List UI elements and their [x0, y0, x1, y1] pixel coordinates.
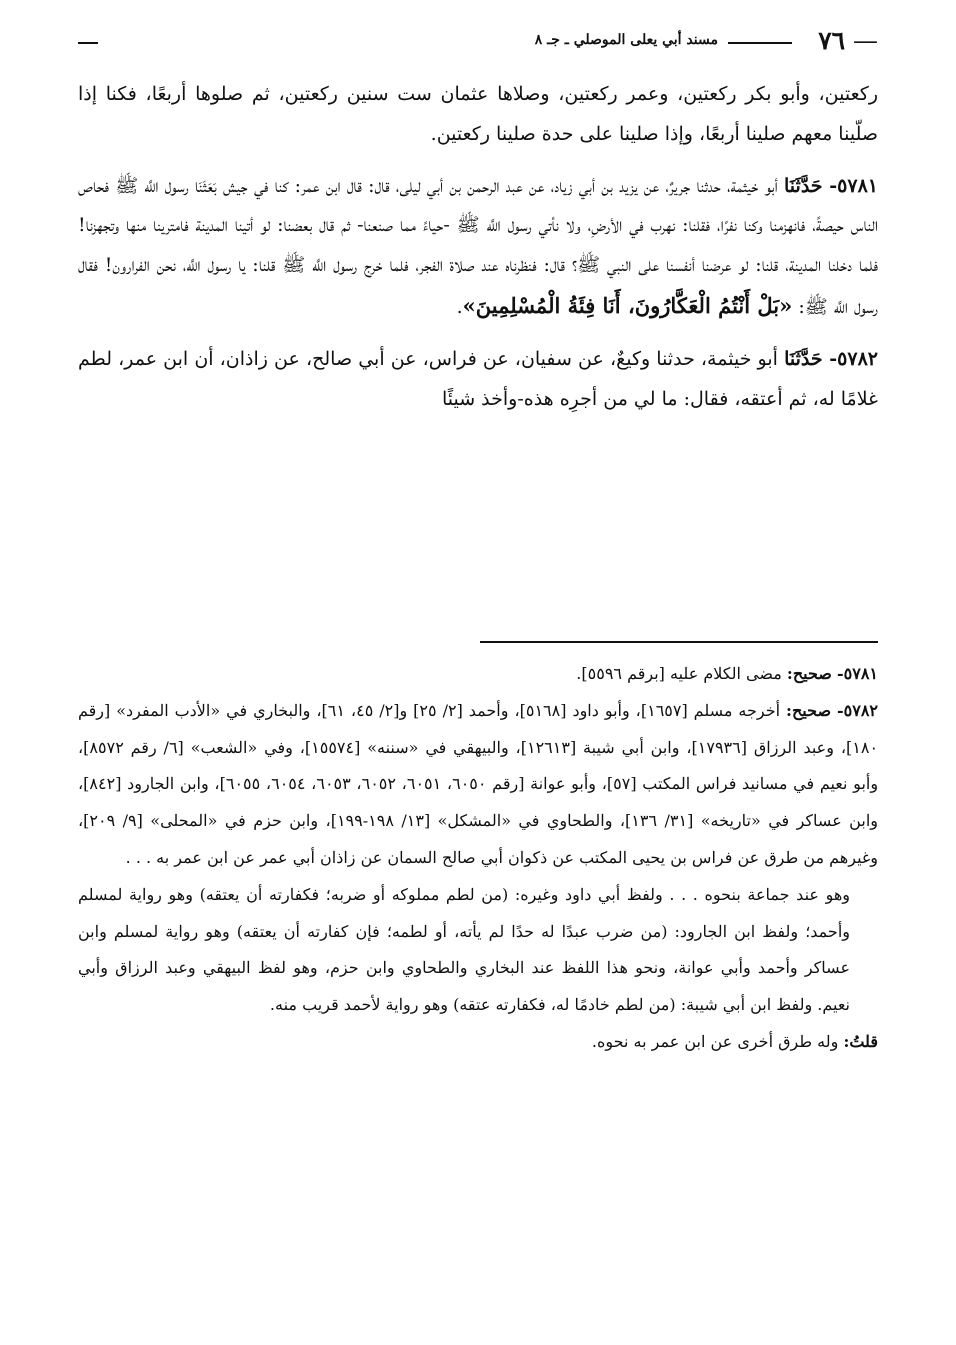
footnote-5782-continued: [78, 877, 878, 1024]
page-header: [78, 26, 878, 60]
main-text: [78, 75, 878, 419]
header-rule-left: [78, 42, 98, 44]
footnotes: [78, 656, 878, 1061]
footnote-5781: [78, 656, 878, 693]
footnote-number: ٥٧٨٢-: [837, 700, 879, 720]
hadith-dash: -: [822, 174, 838, 197]
hadith-keyword: حَدَّثَنَا: [784, 174, 823, 197]
paragraph-text: ركعتين، وأبو بكر ركعتين، وعمر ركعتين، وصلاها عثمان ست سنين ركعتين، ثم صلوها أربعًا، فكنا إذا صلّينا معهم صلينا أربعًا، وإذا صلينا على حدة صلينا ركعتين.: [78, 83, 878, 145]
hadith-number: ٥٧٨٢: [837, 347, 878, 370]
page-number: — ٧٦: [818, 26, 878, 55]
hadith-5782: [78, 340, 878, 420]
footnote-text: مضى الكلام عليه [برقم ٥٥٩٦].: [576, 664, 782, 683]
footnote-number: ٥٧٨١-: [836, 664, 878, 683]
hadith-text: أبو خيثمة، حدثنا وكيعٌ، عن سفيان، عن فراس، عن أبي صالح، عن زاذان، أن ابن عمر، لطم غلامًا له، ثم أعتقه، فقال: ما لي من أجرِه هذه-وأخذ شيئًا: [78, 347, 878, 410]
hadith-5781: [78, 167, 878, 328]
footnote-5782: [78, 693, 878, 877]
footnote-divider: [480, 641, 878, 643]
prophetic-quote: «بَلْ أَنْتُمُ الْعَكَّارُونَ، أَنَا فِئَةُ الْمُسْلِمِينَ»: [462, 292, 793, 318]
qult-text: وله طرق أخرى عن ابن عمر به نحوه.: [591, 1031, 839, 1051]
footnote-grade: صحيح:: [786, 700, 832, 720]
hadith-end: .: [456, 295, 463, 318]
hadith-number: ٥٧٨١: [837, 174, 878, 197]
hadith-dash: -: [822, 347, 838, 370]
paragraph-continuation: [78, 75, 878, 155]
qult-label: قلتُ:: [843, 1031, 878, 1051]
book-title: مسند أبي يعلى الموصلي ـ جـ ٨: [534, 32, 718, 48]
footnote-text: وهو عند جماعة بنحوه . . . ولفظ أبي داود وغيره: (من لطم مملوكه أو ضربه؛ فكفارته أن يعتقه) وهو رواية لمسلم وأحمد؛ ولفظ ابن الجارود: (من ضرب عبدًا له حدًا لم يأته، أو لطمه؛ فإن كفارته أن يعتقه) وهو رواية لمسلم وابن عساكر وأحمد وأبي عوانة، ونحو هذا اللفظ عند البخاري والطحاوي وابن حزم، وهو لفظ البيهقي وعبد الرزاق وأبي نعيم. ولفظ ابن أبي شيبة: (من لطم خادمًا له، فكفارته عتقه) وهو رواية لأحمد قريب منه.: [78, 884, 850, 1015]
footnote-qult: [78, 1024, 878, 1061]
hadith-text: أبو خيثمة، حدثنا جريرٌ، عن يزيد بن أبي زياد، عن عبد الرحمن بن أبي ليلى، قال: قال ابن عمر: كنا في جيش بَعَثَنَا رسول اللَّه ﷺ فحاص الناس حيصةً، فانهزمنا وكنا نفرًا، فقلنا: نهرب في الأرضِ، ولا نأتي رسول اللَّه ﷺ -حياءً مما صنعنا- ثم قال بعضنا: لو أتينا المدينة فامترينا منها وتجهزنا! فلما دخلنا المدينة، قلنا: لو عرضنا أنفسنا على النبي ﷺ؟ قال: فنظرناه عند صلاة الفجر، فلما خرج رسول اللَّه ﷺ قلنا: يا رسول اللَّه، نحن الفرارون! فقال رسول اللَّه ﷺ:: [78, 174, 878, 318]
header-rule-right: [728, 42, 792, 44]
footnote-grade: صحيح:: [786, 664, 832, 683]
hadith-keyword: حَدَّثَنَا: [784, 347, 823, 370]
footnote-text: أخرجه مسلم [١٦٥٧]، وأبو داود [٥١٦٨]، وأحمد [٢/ ٢٥] و[٢/ ٤٥، ٦١]، والبخاري في «الأدب المفرد» [رقم ١٨٠]، وعبد الرزاق [١٧٩٣٦]، وابن أبي شيبة [١٢٦١٣]، والبيهقي في «سننه» [١٥٥٧٤]، وفي «الشعب» [٦/ رقم ٨٥٧٢]، وأبو نعيم في مسانيد فراس المكتب [٥٧]، وأبو عوانة [رقم ٦٠٥٠، ٦٠٥١، ٦٠٥٢، ٦٠٥٣، ٦٠٥٤، ٦٠٥٥]، وابن الجارود [٨٤٢]، وابن عساكر في «تاريخه» [٣١/ ١٣٦]، والطحاوي في «المشكل» [١٣/ ١٩٨-١٩٩]، وابن حزم في «المحلى» [٩/ ٢٠٩]، وغيرهم من طرق عن فراس بن يحيى المكتب عن ذكوان أبي صالح السمان عن زاذان أبي عمر عن ابن عمر به . . .: [78, 700, 879, 867]
